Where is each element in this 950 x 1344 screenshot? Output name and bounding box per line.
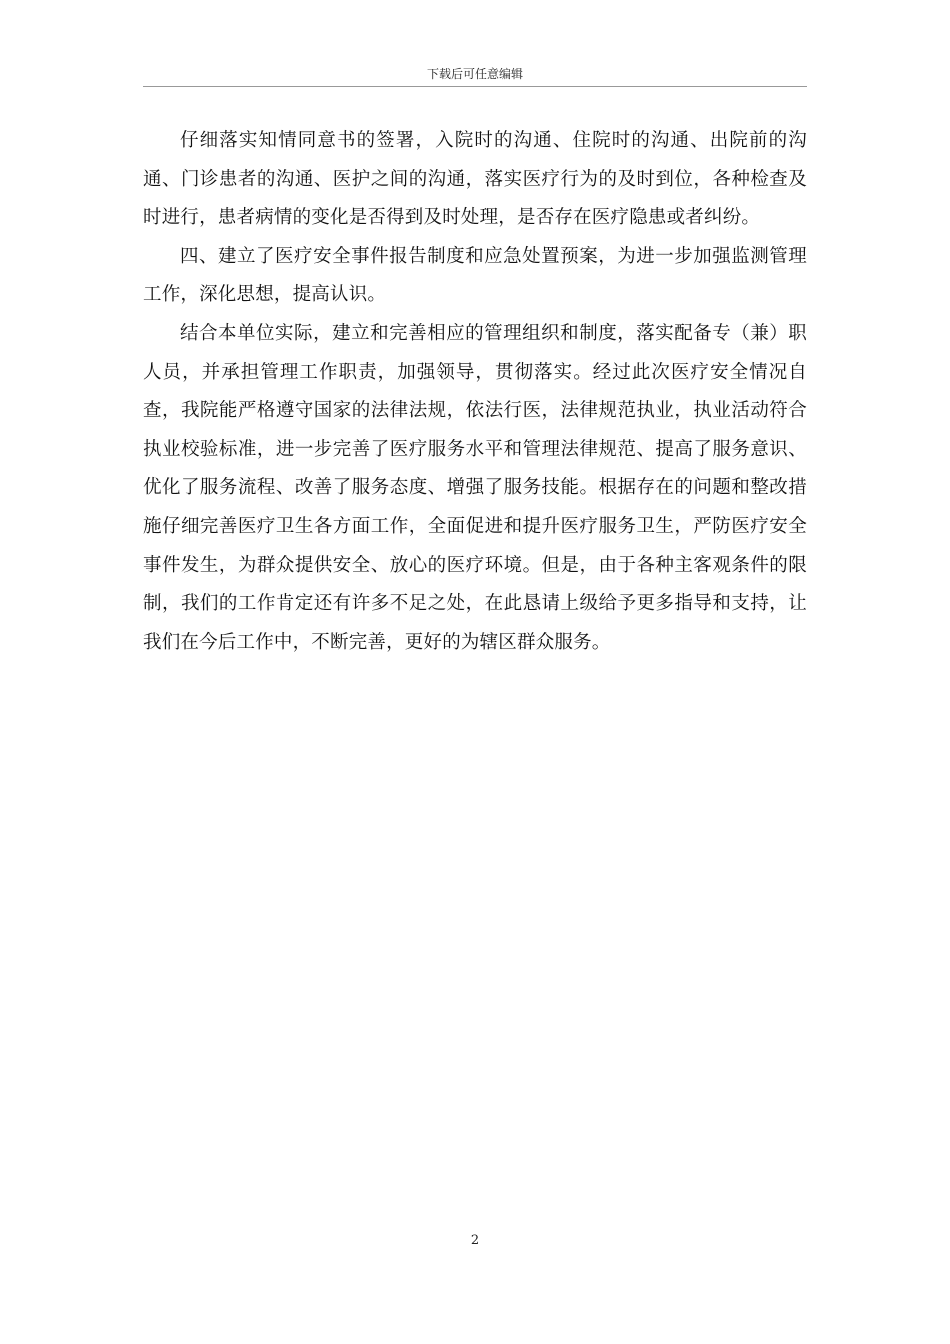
paragraph-conclusion: 结合本单位实际，建立和完善相应的管理组织和制度，落实配备专（兼）职人员，并承担管理工作职责，加强领导，贯彻落实。经过此次医疗安全情况自查，我院能严格遵守国家的法律法规，依法行医，法律规范执业，执业活动符合执业校验标准，进一步完善了医疗服务水平和管理法律规范、提高了服务意识、优化了服务流程、改善了服务态度、增强了服务技能。根据存在的问题和整改措施仔细完善医疗卫生各方面工作，全面促进和提升医疗服务卫生，严防医疗安全事件发生，为群众提供安全、放心的医疗环境。但是，由于各种主客观条件的限制，我们的工作肯定还有许多不足之处，在此恳请上级给予更多指导和支持，让我们在今后工作中，不断完善，更好的为辖区群众服务。 [143, 322, 807, 653]
document-body [143, 122, 807, 662]
page-number: 2 [470, 1233, 480, 1248]
paragraph-section-four: 四、建立了医疗安全事件报告制度和应急处置预案，为进一步加强监测管理工作，深化思想，提高认识。 [143, 245, 807, 306]
paragraph-communication: 仔细落实知情同意书的签署，入院时的沟通、住院时的沟通、出院前的沟通、门诊患者的沟通、医护之间的沟通，落实医疗行为的及时到位，各种检查及时进行，患者病情的变化是否得到及时处理，是否存在医疗隐患或者纠纷。 [143, 130, 807, 229]
header-divider [143, 86, 807, 87]
page-header: 下载后可任意编辑 [426, 67, 523, 81]
